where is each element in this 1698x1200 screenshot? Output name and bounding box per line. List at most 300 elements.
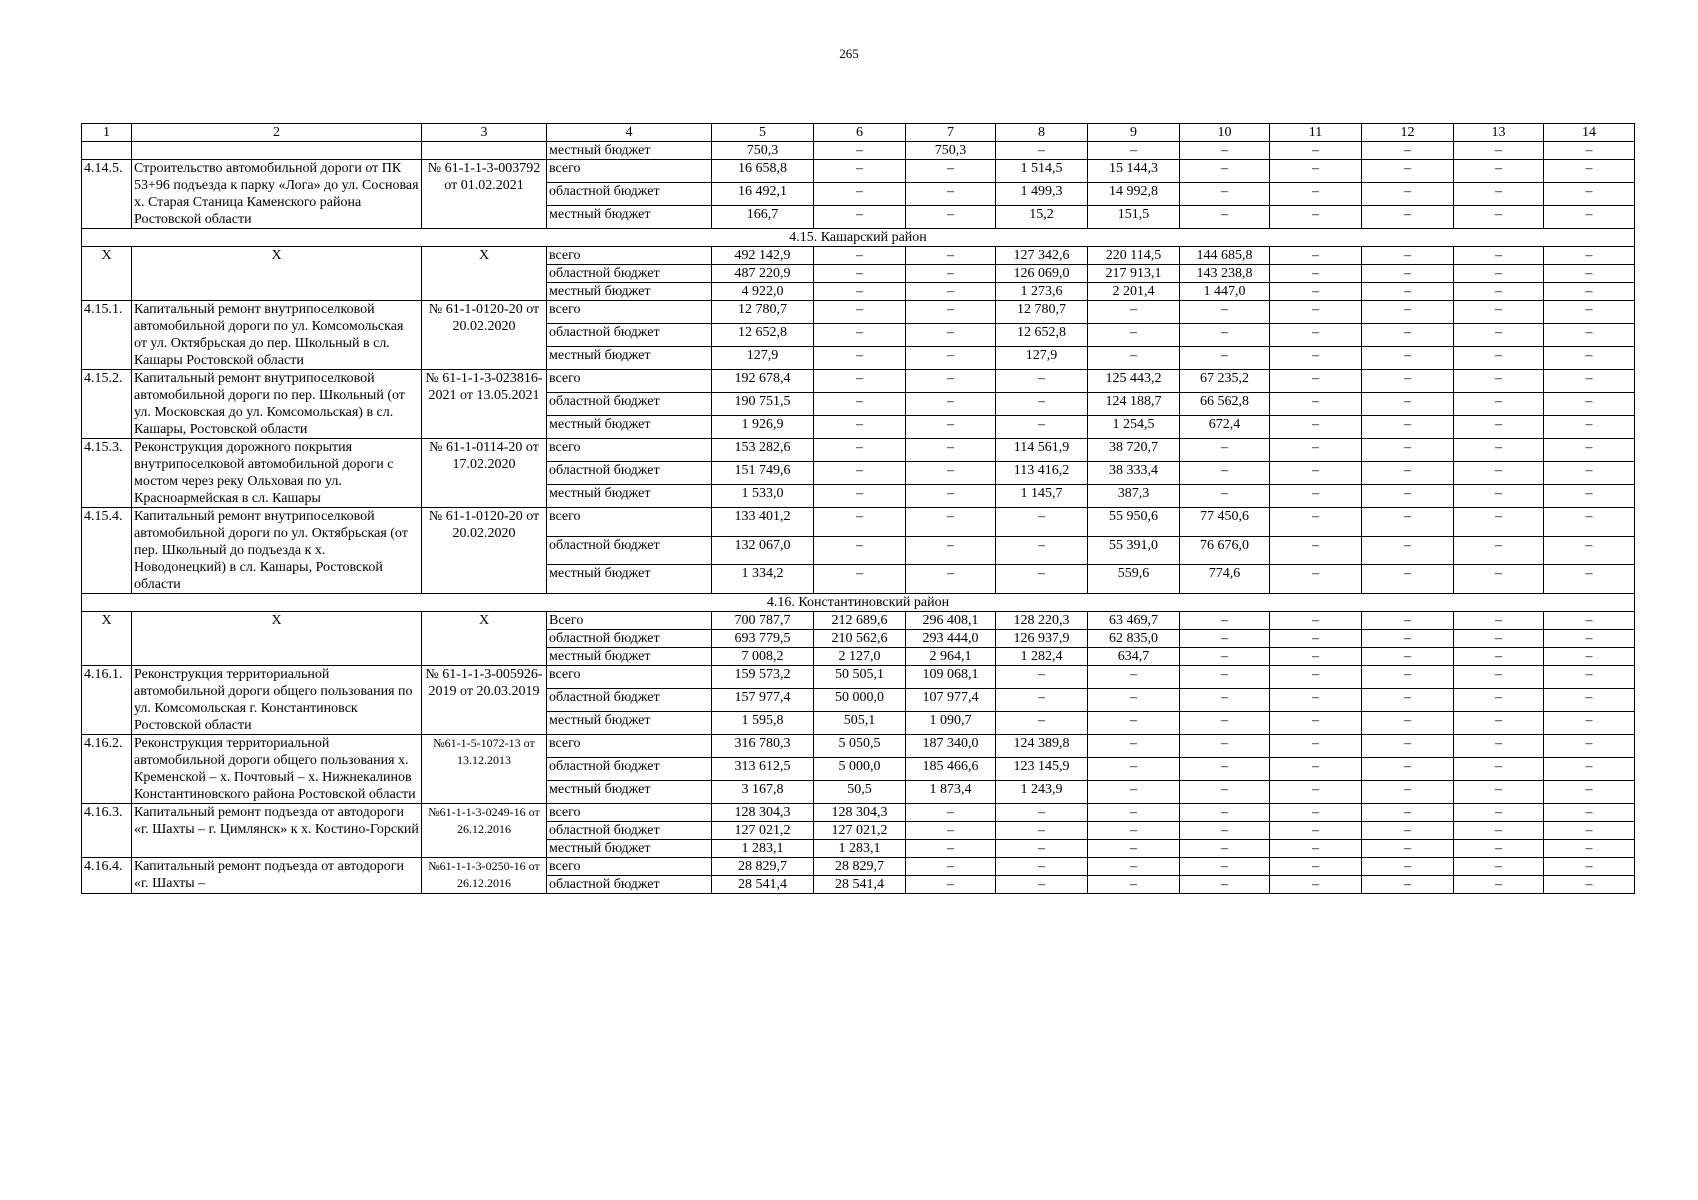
item-number: 4.15.3. [82, 439, 132, 508]
value-cell: – [1544, 393, 1635, 416]
value-cell: – [906, 301, 996, 324]
funding-source: областной бюджет [547, 462, 712, 485]
value-cell: – [1270, 666, 1362, 689]
value-cell: – [814, 206, 906, 229]
funding-source: областной бюджет [547, 324, 712, 347]
value-cell: 316 780,3 [712, 735, 814, 758]
value-cell: – [996, 840, 1088, 858]
value-cell: – [1180, 781, 1270, 804]
value-cell: – [996, 142, 1088, 160]
value-cell: – [1544, 370, 1635, 393]
value-cell: 5 000,0 [814, 758, 906, 781]
value-cell: – [1180, 648, 1270, 666]
header-row [82, 124, 1635, 142]
value-cell: 1 499,3 [996, 183, 1088, 206]
value-cell: 1 283,1 [712, 840, 814, 858]
value-cell: – [1362, 462, 1454, 485]
value-cell: – [1454, 347, 1544, 370]
value-cell: 128 220,3 [996, 612, 1088, 630]
value-cell: – [906, 324, 996, 347]
value-cell: 12 652,8 [712, 324, 814, 347]
value-cell: – [1270, 689, 1362, 712]
value-cell: – [906, 508, 996, 537]
value-cell: 66 562,8 [1180, 393, 1270, 416]
value-cell: – [906, 858, 996, 876]
value-cell: – [1180, 858, 1270, 876]
value-cell: – [996, 822, 1088, 840]
value-cell: 166,7 [712, 206, 814, 229]
value-cell: – [1088, 822, 1180, 840]
value-cell: – [1454, 565, 1544, 594]
document-ref: № 61-1-1-3-005926-2019 от 20.03.2019 [422, 666, 547, 735]
column-header: 2 [132, 124, 422, 142]
value-cell: 132 067,0 [712, 536, 814, 565]
value-cell: 127,9 [996, 347, 1088, 370]
value-cell: – [906, 439, 996, 462]
value-cell: 1 514,5 [996, 160, 1088, 183]
item-number: 4.15.4. [82, 508, 132, 594]
value-cell: – [906, 876, 996, 894]
value-cell: – [1544, 804, 1635, 822]
funding-source: местный бюджет [547, 648, 712, 666]
value-cell: – [1544, 485, 1635, 508]
value-cell: – [1544, 648, 1635, 666]
funding-source: местный бюджет [547, 840, 712, 858]
value-cell: – [1362, 370, 1454, 393]
value-cell: – [814, 416, 906, 439]
value-cell: – [996, 712, 1088, 735]
value-cell: 157 977,4 [712, 689, 814, 712]
value-cell: 15 144,3 [1088, 160, 1180, 183]
value-cell: – [1180, 183, 1270, 206]
document-ref: № 61-1-1-3-023816-2021 от 13.05.2021 [422, 370, 547, 439]
value-cell: 28 829,7 [814, 858, 906, 876]
value-cell: – [1362, 758, 1454, 781]
value-cell: – [1454, 301, 1544, 324]
value-cell: – [1544, 439, 1635, 462]
item-number: Х [82, 612, 132, 666]
section-row [82, 594, 1635, 612]
value-cell: – [814, 301, 906, 324]
value-cell: – [1362, 265, 1454, 283]
value-cell: 672,4 [1180, 416, 1270, 439]
value-cell: – [1362, 858, 1454, 876]
value-cell: – [996, 689, 1088, 712]
document-ref: №61-1-5-1072-13 от 13.12.2013 [422, 735, 547, 804]
value-cell: 212 689,6 [814, 612, 906, 630]
value-cell: 1 595,8 [712, 712, 814, 735]
value-cell: – [996, 876, 1088, 894]
value-cell: – [1544, 876, 1635, 894]
value-cell: – [906, 840, 996, 858]
funding-source: местный бюджет [547, 347, 712, 370]
value-cell: – [906, 393, 996, 416]
funding-source: областной бюджет [547, 876, 712, 894]
value-cell: 15,2 [996, 206, 1088, 229]
value-cell: – [1088, 689, 1180, 712]
value-cell: 124 389,8 [996, 735, 1088, 758]
item-number: 4.16.3. [82, 804, 132, 858]
value-cell: 1 090,7 [906, 712, 996, 735]
value-cell: 1 282,4 [996, 648, 1088, 666]
budget-table [81, 123, 1635, 894]
value-cell: 113 416,2 [996, 462, 1088, 485]
value-cell: – [1544, 416, 1635, 439]
value-cell: 28 541,4 [712, 876, 814, 894]
value-cell: 55 950,6 [1088, 508, 1180, 537]
value-cell: – [1270, 822, 1362, 840]
value-cell: – [1454, 822, 1544, 840]
value-cell: – [814, 485, 906, 508]
value-cell: – [906, 265, 996, 283]
value-cell: 1 243,9 [996, 781, 1088, 804]
value-cell: – [1454, 462, 1544, 485]
column-header: 5 [712, 124, 814, 142]
value-cell: – [1544, 630, 1635, 648]
item-number: 4.16.1. [82, 666, 132, 735]
value-cell: 151 749,6 [712, 462, 814, 485]
funding-source: всего [547, 439, 712, 462]
value-cell: 38 333,4 [1088, 462, 1180, 485]
value-cell: – [1544, 781, 1635, 804]
item-number: 4.16.4. [82, 858, 132, 894]
funding-source: местный бюджет [547, 283, 712, 301]
value-cell: – [1180, 462, 1270, 485]
value-cell: – [1454, 758, 1544, 781]
value-cell: – [1088, 347, 1180, 370]
value-cell: – [1362, 536, 1454, 565]
value-cell: – [814, 324, 906, 347]
funding-source: местный бюджет [547, 781, 712, 804]
document-ref: Х [422, 612, 547, 666]
object-name [132, 142, 422, 160]
value-cell: – [1088, 758, 1180, 781]
funding-source: местный бюджет [547, 712, 712, 735]
value-cell: – [1454, 370, 1544, 393]
column-header: 7 [906, 124, 996, 142]
value-cell: – [1180, 840, 1270, 858]
value-cell: – [1544, 565, 1635, 594]
value-cell: – [1362, 612, 1454, 630]
value-cell: 293 444,0 [906, 630, 996, 648]
value-cell: – [996, 416, 1088, 439]
funding-source: областной бюджет [547, 393, 712, 416]
value-cell: 2 201,4 [1088, 283, 1180, 301]
value-cell: 693 779,5 [712, 630, 814, 648]
value-cell: 1 926,9 [712, 416, 814, 439]
value-cell: – [1270, 301, 1362, 324]
value-cell: – [1454, 781, 1544, 804]
funding-source: местный бюджет [547, 416, 712, 439]
value-cell: 114 561,9 [996, 439, 1088, 462]
value-cell: – [1454, 630, 1544, 648]
value-cell: – [1088, 781, 1180, 804]
value-cell: – [1544, 247, 1635, 265]
funding-source: областной бюджет [547, 265, 712, 283]
value-cell: – [1454, 206, 1544, 229]
column-header: 11 [1270, 124, 1362, 142]
value-cell: 12 780,7 [712, 301, 814, 324]
value-cell: – [1362, 735, 1454, 758]
table-row [82, 370, 1635, 393]
object-name: Реконструкция дорожного покрытия внутрипоселковой автомобильной дороги с мостом через реку Ольховая по ул. Красноармейская в сл. Кашары [132, 439, 422, 508]
value-cell: 127,9 [712, 347, 814, 370]
value-cell: – [1270, 393, 1362, 416]
value-cell: 128 304,3 [814, 804, 906, 822]
table-row [82, 247, 1635, 265]
value-cell: 133 401,2 [712, 508, 814, 537]
column-header: 10 [1180, 124, 1270, 142]
value-cell: – [1088, 324, 1180, 347]
value-cell: – [1180, 735, 1270, 758]
value-cell: 505,1 [814, 712, 906, 735]
value-cell: – [1544, 462, 1635, 485]
value-cell: – [1180, 630, 1270, 648]
funding-source: Всего [547, 612, 712, 630]
value-cell: – [1454, 265, 1544, 283]
funding-source: областной бюджет [547, 822, 712, 840]
value-cell: – [1362, 840, 1454, 858]
funding-source: областной бюджет [547, 758, 712, 781]
value-cell: – [1454, 804, 1544, 822]
value-cell: 151,5 [1088, 206, 1180, 229]
value-cell: 126 069,0 [996, 265, 1088, 283]
value-cell: 2 964,1 [906, 648, 996, 666]
value-cell: – [1088, 804, 1180, 822]
value-cell: – [1180, 142, 1270, 160]
value-cell: – [1454, 439, 1544, 462]
value-cell: 5 050,5 [814, 735, 906, 758]
value-cell: 124 188,7 [1088, 393, 1180, 416]
value-cell: – [1270, 283, 1362, 301]
value-cell: – [1544, 160, 1635, 183]
value-cell: – [1362, 206, 1454, 229]
value-cell: 487 220,9 [712, 265, 814, 283]
value-cell: – [1270, 142, 1362, 160]
funding-source: местный бюджет [547, 565, 712, 594]
value-cell: – [906, 206, 996, 229]
object-name: Строительство автомобильной дороги от ПК 53+96 подъезда к парку «Лога» до ул. Сосновая х. Старая Станица Каменского района Ростовской области [132, 160, 422, 229]
item-number: 4.14.5. [82, 160, 132, 229]
section-title: 4.15. Кашарский район [82, 229, 1635, 247]
value-cell: – [814, 183, 906, 206]
value-cell: – [1270, 630, 1362, 648]
value-cell: – [1454, 324, 1544, 347]
value-cell: – [1544, 301, 1635, 324]
value-cell: 62 835,0 [1088, 630, 1180, 648]
funding-source: местный бюджет [547, 142, 712, 160]
value-cell: – [906, 370, 996, 393]
value-cell: – [906, 485, 996, 508]
object-name: Х [132, 612, 422, 666]
value-cell: – [1454, 247, 1544, 265]
value-cell: – [1362, 804, 1454, 822]
value-cell: – [1088, 712, 1180, 735]
column-header: 14 [1544, 124, 1635, 142]
item-number [82, 142, 132, 160]
value-cell: – [996, 370, 1088, 393]
value-cell: 12 652,8 [996, 324, 1088, 347]
value-cell: – [1180, 485, 1270, 508]
value-cell: – [1270, 439, 1362, 462]
object-name: Капитальный ремонт внутрипоселковой автомобильной дороги по ул. Комсомольская от ул. Октябрьская до пер. Школьный в сл. Кашары Ростовской области [132, 301, 422, 370]
value-cell: – [1270, 758, 1362, 781]
value-cell: 12 780,7 [996, 301, 1088, 324]
column-header: 6 [814, 124, 906, 142]
funding-source: местный бюджет [547, 206, 712, 229]
value-cell: – [1180, 689, 1270, 712]
value-cell: 190 751,5 [712, 393, 814, 416]
value-cell: 76 676,0 [1180, 536, 1270, 565]
value-cell: 127 342,6 [996, 247, 1088, 265]
value-cell: 1 447,0 [1180, 283, 1270, 301]
table-row [82, 612, 1635, 630]
value-cell: 50,5 [814, 781, 906, 804]
section-row [82, 229, 1635, 247]
value-cell: 1 533,0 [712, 485, 814, 508]
value-cell: 63 469,7 [1088, 612, 1180, 630]
value-cell: – [1180, 324, 1270, 347]
value-cell: – [814, 536, 906, 565]
value-cell: 127 021,2 [814, 822, 906, 840]
document-ref: № 61-1-0114-20 от 17.02.2020 [422, 439, 547, 508]
value-cell: 38 720,7 [1088, 439, 1180, 462]
funding-source: областной бюджет [547, 630, 712, 648]
page-number: 265 [839, 46, 859, 61]
object-name: Капитальный ремонт подъезда от автодороги «г. Шахты – г. Цимлянск» к х. Костино-Горский [132, 804, 422, 858]
value-cell: – [906, 462, 996, 485]
value-cell: – [1544, 735, 1635, 758]
value-cell: – [814, 508, 906, 537]
table-row [82, 735, 1635, 758]
value-cell: 750,3 [906, 142, 996, 160]
value-cell: – [1180, 439, 1270, 462]
funding-source: всего [547, 804, 712, 822]
value-cell: – [1270, 648, 1362, 666]
value-cell: – [1270, 876, 1362, 894]
value-cell: – [1270, 206, 1362, 229]
value-cell: – [1088, 876, 1180, 894]
value-cell: – [996, 508, 1088, 537]
funding-source: всего [547, 301, 712, 324]
value-cell: – [1270, 804, 1362, 822]
value-cell: – [1270, 712, 1362, 735]
value-cell: – [1270, 536, 1362, 565]
value-cell: – [996, 666, 1088, 689]
value-cell: – [1270, 247, 1362, 265]
item-number: 4.15.2. [82, 370, 132, 439]
value-cell: – [906, 347, 996, 370]
funding-source: всего [547, 735, 712, 758]
value-cell: – [1362, 689, 1454, 712]
value-cell: – [814, 247, 906, 265]
value-cell: – [1180, 876, 1270, 894]
value-cell: – [996, 393, 1088, 416]
value-cell: – [814, 439, 906, 462]
value-cell: – [996, 536, 1088, 565]
column-header: 8 [996, 124, 1088, 142]
value-cell: – [1544, 712, 1635, 735]
value-cell: 55 391,0 [1088, 536, 1180, 565]
value-cell: 67 235,2 [1180, 370, 1270, 393]
funding-source: областной бюджет [547, 183, 712, 206]
value-cell: – [1454, 712, 1544, 735]
document-ref [422, 142, 547, 160]
value-cell: 107 977,4 [906, 689, 996, 712]
value-cell: – [1454, 735, 1544, 758]
value-cell: 127 021,2 [712, 822, 814, 840]
section-title: 4.16. Константиновский район [82, 594, 1635, 612]
value-cell: 185 466,6 [906, 758, 996, 781]
value-cell: – [1454, 689, 1544, 712]
value-cell: – [1270, 324, 1362, 347]
document-ref: №61-1-1-3-0249-16 от 26.12.2016 [422, 804, 547, 858]
value-cell: – [1270, 612, 1362, 630]
value-cell: – [1270, 416, 1362, 439]
value-cell: – [1544, 142, 1635, 160]
value-cell: 125 443,2 [1088, 370, 1180, 393]
value-cell: – [1088, 666, 1180, 689]
value-cell: – [1270, 160, 1362, 183]
value-cell: – [1544, 689, 1635, 712]
value-cell: – [1362, 630, 1454, 648]
value-cell: 159 573,2 [712, 666, 814, 689]
object-name: Капитальный ремонт внутрипоселковой автомобильной дороги по пер. Школьный (от ул. Московская до ул. Комсомольская) в сл. Кашары, Ростовской области [132, 370, 422, 439]
table-row [82, 508, 1635, 537]
value-cell: – [1362, 876, 1454, 894]
value-cell: 217 913,1 [1088, 265, 1180, 283]
column-header: 3 [422, 124, 547, 142]
value-cell: 774,6 [1180, 565, 1270, 594]
value-cell: – [1544, 265, 1635, 283]
value-cell: 1 873,4 [906, 781, 996, 804]
value-cell: 210 562,6 [814, 630, 906, 648]
value-cell: – [1454, 612, 1544, 630]
value-cell: 1 145,7 [996, 485, 1088, 508]
value-cell: – [1088, 735, 1180, 758]
table-row [82, 804, 1635, 822]
value-cell: 126 937,9 [996, 630, 1088, 648]
value-cell: – [1544, 858, 1635, 876]
value-cell: – [1270, 735, 1362, 758]
value-cell: – [814, 347, 906, 370]
value-cell: – [1180, 160, 1270, 183]
value-cell: – [1180, 347, 1270, 370]
item-number: Х [82, 247, 132, 301]
object-name: Реконструкция территориальной автомобильной дороги общего пользования х. Кременской – х. Почтовый – х. Нижнекалинов Константиновского района Ростовской области [132, 735, 422, 804]
funding-source: областной бюджет [547, 536, 712, 565]
funding-source: областной бюджет [547, 689, 712, 712]
document-ref: №61-1-1-3-0250-16 от 26.12.2016 [422, 858, 547, 894]
value-cell: – [1362, 781, 1454, 804]
column-header: 4 [547, 124, 712, 142]
value-cell: – [814, 160, 906, 183]
value-cell: 700 787,7 [712, 612, 814, 630]
value-cell: – [996, 858, 1088, 876]
value-cell: – [1454, 536, 1544, 565]
value-cell: – [1270, 265, 1362, 283]
value-cell: – [1270, 183, 1362, 206]
value-cell: 187 340,0 [906, 735, 996, 758]
value-cell: – [1454, 666, 1544, 689]
value-cell: – [906, 565, 996, 594]
value-cell: 492 142,9 [712, 247, 814, 265]
funding-source: всего [547, 370, 712, 393]
value-cell: – [1544, 183, 1635, 206]
object-name: Капитальный ремонт внутрипоселковой автомобильной дороги по ул. Октябрьская (от пер. Школьный до подъезда к х. Новодонецкий) в сл. Кашары, Ростовской области [132, 508, 422, 594]
value-cell: – [906, 283, 996, 301]
value-cell: – [1180, 206, 1270, 229]
